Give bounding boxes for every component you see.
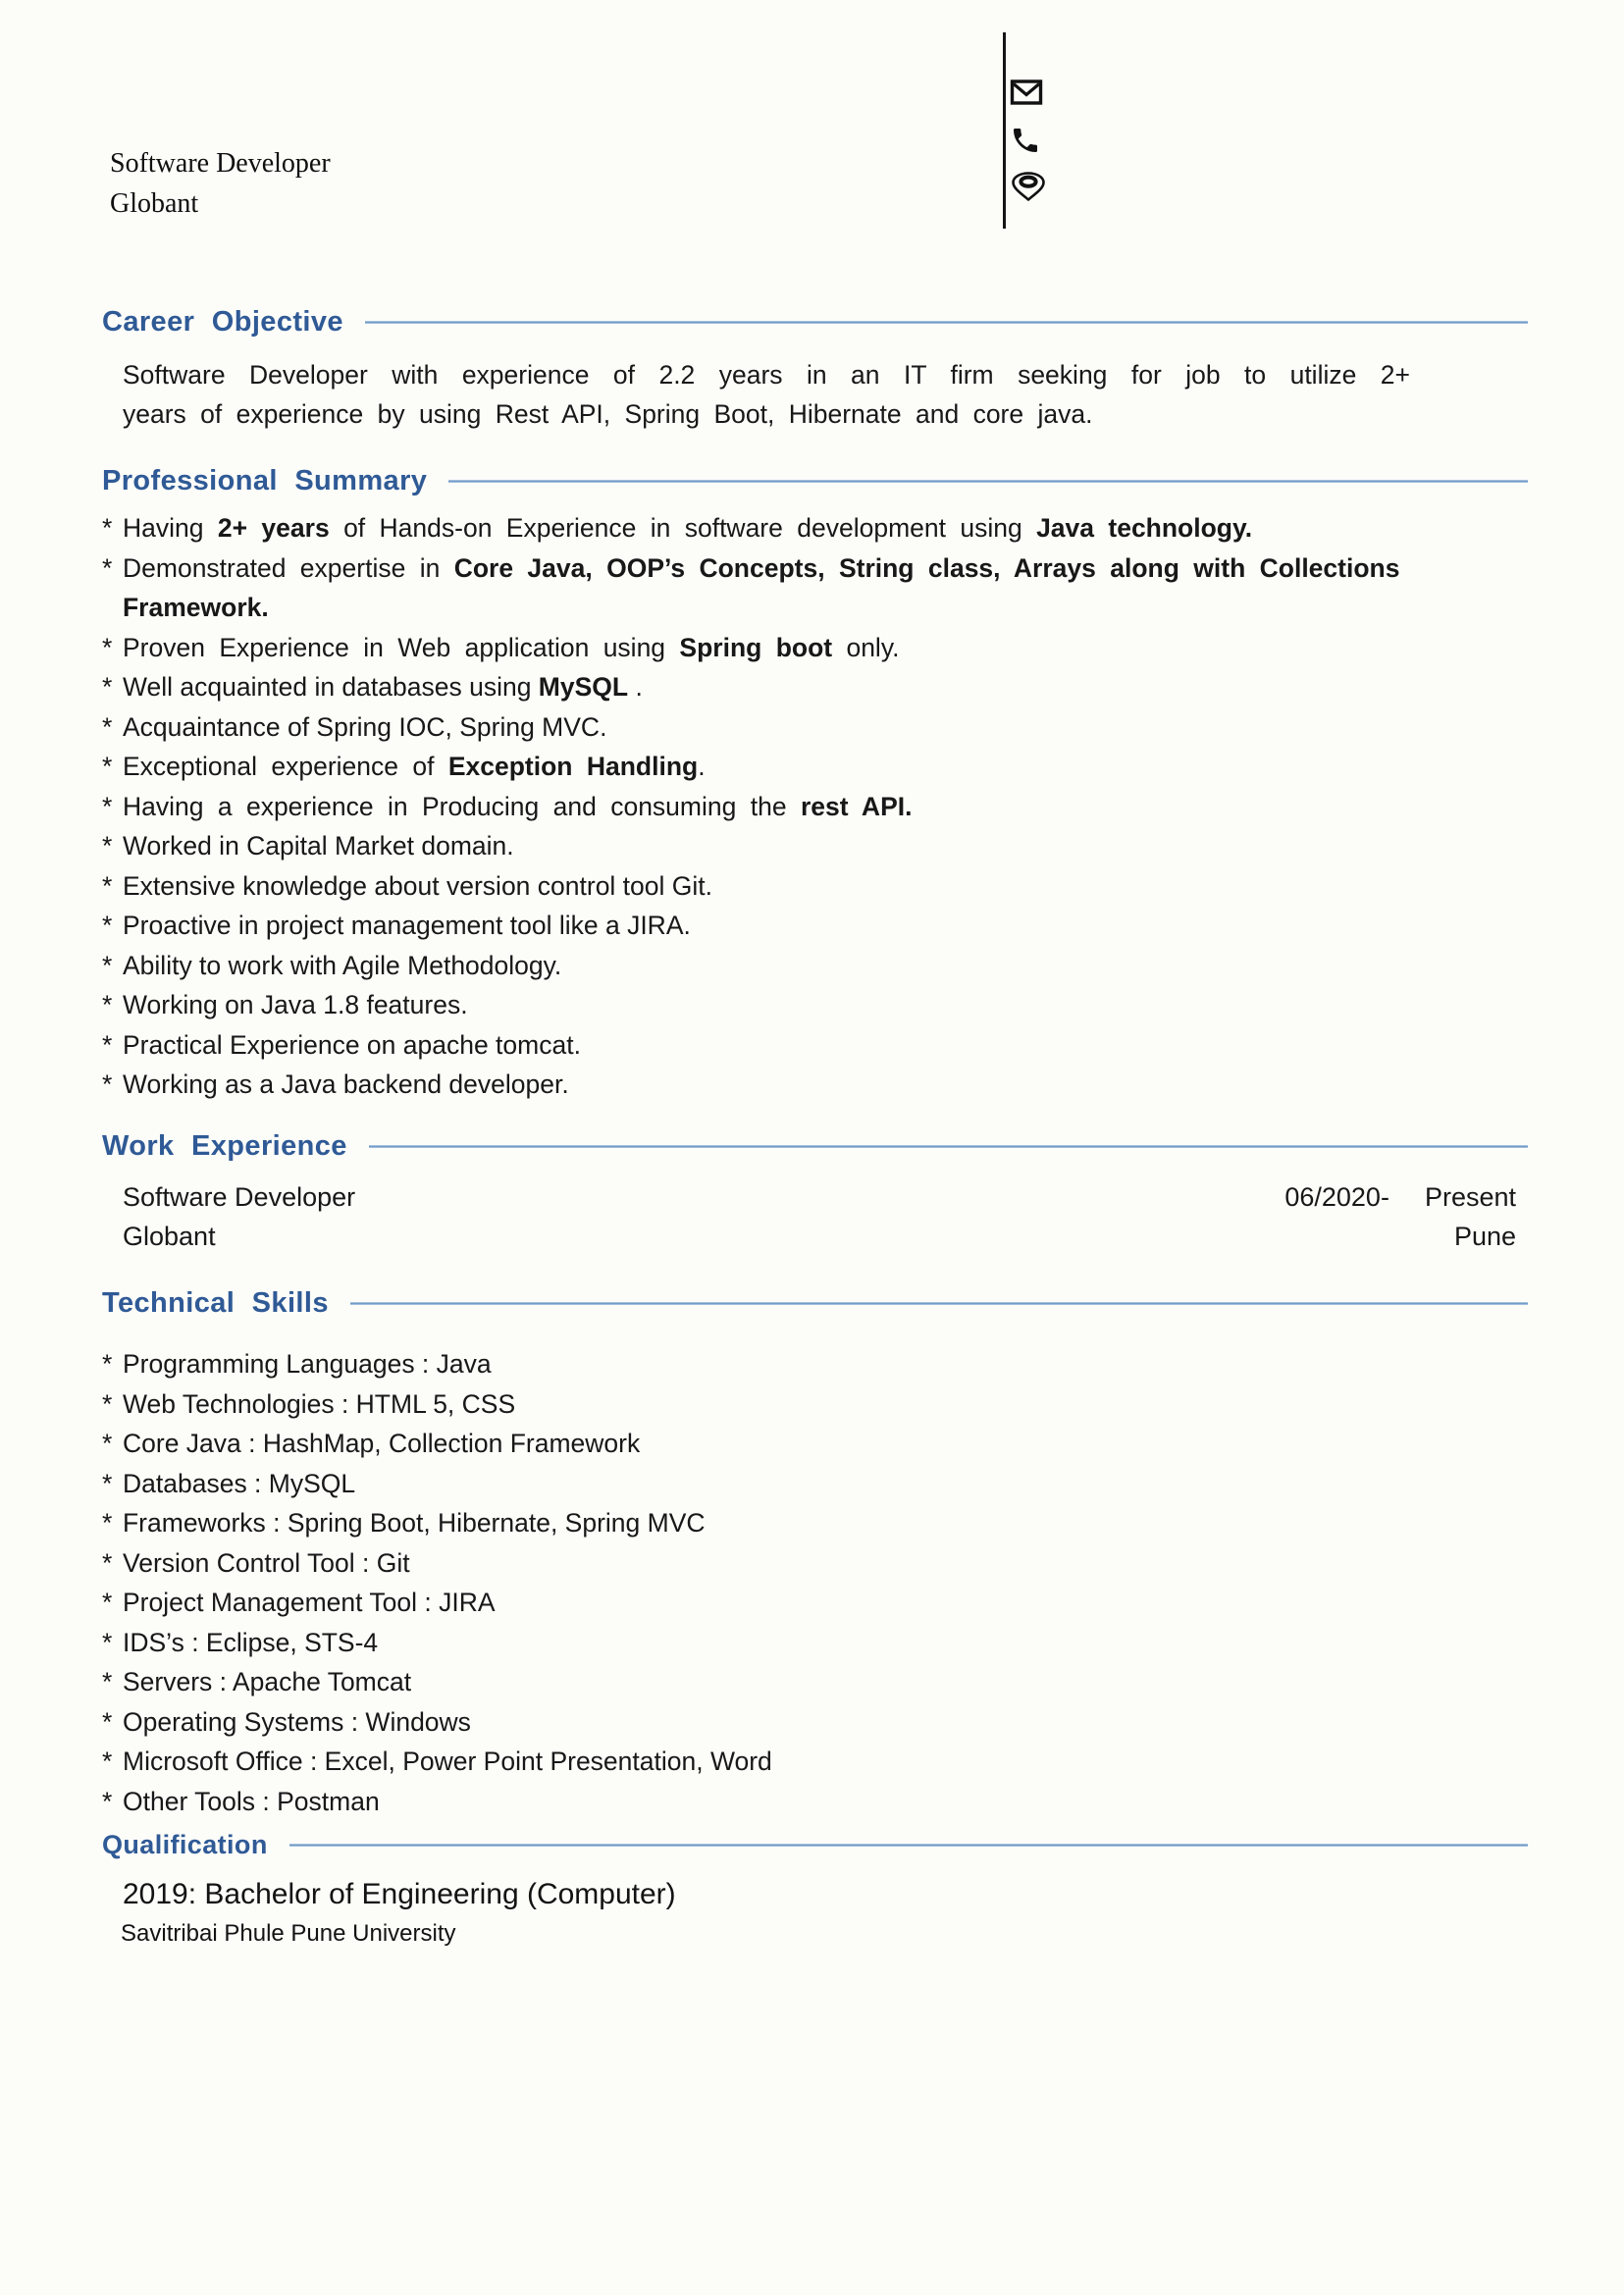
summary-item (102, 667, 1528, 707)
skills-list (102, 1344, 1528, 1821)
work-dates (1284, 1177, 1516, 1217)
header-name-block (110, 143, 331, 224)
bullet-text: Having 2+ years of Hands-on Experience in software development using Java technology. (123, 513, 1253, 543)
skill-item (102, 1583, 1528, 1623)
bullet-asterisk: * (102, 1547, 113, 1578)
bullet-text: Exceptional experience of Exception Handling. (123, 752, 706, 781)
bullet-text: Worked in Capital Market domain. (123, 831, 514, 861)
summary-item (102, 707, 1528, 748)
skill-item (102, 1662, 1528, 1702)
bullet-asterisk: * (102, 1588, 113, 1617)
bullet-text: Frameworks : Spring Boot, Hibernate, Spring MVC (123, 1508, 706, 1538)
summary-list (102, 508, 1528, 1105)
summary-item (102, 1025, 1528, 1066)
summary-item (102, 946, 1528, 986)
bullet-text: Programming Languages : Java (123, 1349, 492, 1379)
bullet-asterisk: * (102, 1747, 113, 1776)
bullet-text: Other Tools : Postman (123, 1786, 380, 1816)
contact-divider-line (1003, 32, 1006, 229)
section-heading-row (102, 1827, 1528, 1862)
header-job-title: Software Developer (110, 148, 331, 179)
heading-rule (448, 480, 1528, 483)
bullet-text: Extensive knowledge about version control tool Git. (123, 870, 712, 901)
bullet-asterisk: * (102, 1388, 113, 1419)
bullet-asterisk: * (102, 791, 113, 821)
bullet-asterisk: * (102, 1508, 113, 1538)
bullet-text: Well acquainted in databases using MySQL . (123, 672, 643, 702)
bullet-text: Working as a Java backend developer. (123, 1069, 569, 1099)
bullet-asterisk: * (102, 752, 113, 781)
work-role: Software Developer (123, 1182, 356, 1212)
skill-item (102, 1782, 1528, 1822)
bullet-asterisk: * (102, 911, 113, 940)
bullet-text: Ability to work with Agile Methodology. (123, 950, 562, 980)
objective-line: Software Developer with experience of 2.2 years in an IT firm seeking for job to utilize 2+ (123, 360, 1410, 390)
section-heading-row (102, 1285, 1528, 1321)
work-location: Pune (1453, 1222, 1516, 1251)
bullet-text: Operating Systems : Windows (123, 1706, 471, 1737)
work-date-end: Present (1424, 1182, 1516, 1212)
summary-item (102, 787, 1528, 827)
bullet-asterisk: * (102, 513, 113, 543)
email-icon (1010, 78, 1043, 106)
section-heading-row (102, 463, 1528, 498)
bullet-text: IDS’s : Eclipse, STS-4 (123, 1627, 379, 1657)
header-company: Globant (110, 188, 199, 219)
summary-item (102, 1065, 1528, 1105)
skill-item (102, 1623, 1528, 1663)
bullet-asterisk: * (102, 711, 113, 742)
work-company: Globant (123, 1222, 216, 1251)
bullet-asterisk: * (102, 1069, 113, 1099)
bullet-asterisk: * (102, 672, 113, 702)
summary-item (102, 548, 1528, 589)
bullet-text: Proactive in project management tool like a JIRA. (123, 911, 691, 940)
technical-skills-heading: Technical Skills (102, 1286, 329, 1319)
bullet-asterisk: * (102, 990, 113, 1019)
work-row-role-date (123, 1177, 1516, 1217)
bullet-text: Working on Java 1.8 features. (123, 990, 468, 1019)
career-objective-heading: Career Objective (102, 305, 343, 338)
bullet-text: Demonstrated expertise in Core Java, OOP’s Concepts, String class, Arrays along with Collections (123, 552, 1400, 583)
summary-item (102, 628, 1528, 668)
bullet-asterisk: * (102, 1429, 113, 1458)
objective-line: years of experience by using Rest API, Spring Boot, Hibernate and core java. (123, 399, 1093, 429)
skill-item (102, 1424, 1528, 1464)
summary-item (102, 508, 1528, 548)
work-experience-heading: Work Experience (102, 1129, 347, 1162)
bullet-text: Databases : MySQL (123, 1468, 356, 1498)
bullet-asterisk: * (102, 552, 113, 583)
phone-icon (1010, 125, 1041, 156)
professional-summary-heading: Professional Summary (102, 464, 428, 496)
skill-item (102, 1742, 1528, 1782)
bullet-text: Version Control Tool : Git (123, 1547, 410, 1578)
bullet-text: Having a experience in Producing and consuming the rest API. (123, 791, 913, 821)
bullet-asterisk: * (102, 870, 113, 901)
summary-item (102, 985, 1528, 1025)
location-icon (1010, 171, 1047, 202)
bullet-text: Framework. (123, 593, 269, 622)
section-technical-skills (102, 1285, 1528, 1821)
summary-item (102, 747, 1528, 787)
heading-rule (365, 321, 1528, 324)
section-heading-row (102, 304, 1528, 339)
work-date-start: 06/2020- (1284, 1182, 1389, 1212)
work-row-company-location (123, 1217, 1516, 1256)
bullet-asterisk: * (102, 831, 113, 861)
qualification-degree: 2019: Bachelor of Engineering (Computer) (123, 1878, 676, 1910)
bullet-asterisk: * (102, 1468, 113, 1498)
bullet-text: Web Technologies : HTML 5, CSS (123, 1388, 516, 1419)
section-professional-summary (102, 463, 1528, 1105)
skill-item (102, 1543, 1528, 1584)
qualification-university: Savitribai Phule Pune University (121, 1920, 456, 1947)
bullet-asterisk: * (102, 950, 113, 980)
bullet-asterisk: * (102, 1029, 113, 1060)
bullet-text: Practical Experience on apache tomcat. (123, 1029, 581, 1060)
bullet-asterisk: * (102, 1667, 113, 1696)
bullet-text: Core Java : HashMap, Collection Framework (123, 1429, 641, 1458)
summary-item (102, 906, 1528, 946)
bullet-text: Proven Experience in Web application using Spring boot only. (123, 632, 900, 662)
bullet-asterisk: * (102, 1627, 113, 1657)
bullet-asterisk: * (102, 632, 113, 662)
summary-item (102, 866, 1528, 907)
skill-item (102, 1384, 1528, 1425)
section-career-objective (102, 304, 1528, 434)
bullet-asterisk: * (102, 1786, 113, 1816)
bullet-text: Acquaintance of Spring IOC, Spring MVC. (123, 711, 607, 742)
bullet-asterisk: * (102, 1349, 113, 1379)
bullet-text: Microsoft Office : Excel, Power Point Presentation, Word (123, 1747, 772, 1776)
qualification-heading: Qualification (102, 1829, 268, 1859)
summary-item (102, 826, 1528, 866)
heading-rule (289, 1844, 1528, 1847)
bullet-asterisk: * (102, 1706, 113, 1737)
objective-paragraph (123, 355, 1410, 434)
section-work-experience (102, 1128, 1528, 1256)
summary-item (102, 588, 1528, 628)
skill-item (102, 1702, 1528, 1743)
section-qualification (102, 1827, 1528, 1950)
skill-item (102, 1344, 1528, 1384)
bullet-text: Servers : Apache Tomcat (123, 1667, 412, 1696)
skill-item (102, 1503, 1528, 1543)
heading-rule (350, 1302, 1528, 1305)
skill-item (102, 1464, 1528, 1504)
section-heading-row (102, 1128, 1528, 1164)
bullet-text: Project Management Tool : JIRA (123, 1588, 496, 1617)
heading-rule (369, 1145, 1528, 1148)
